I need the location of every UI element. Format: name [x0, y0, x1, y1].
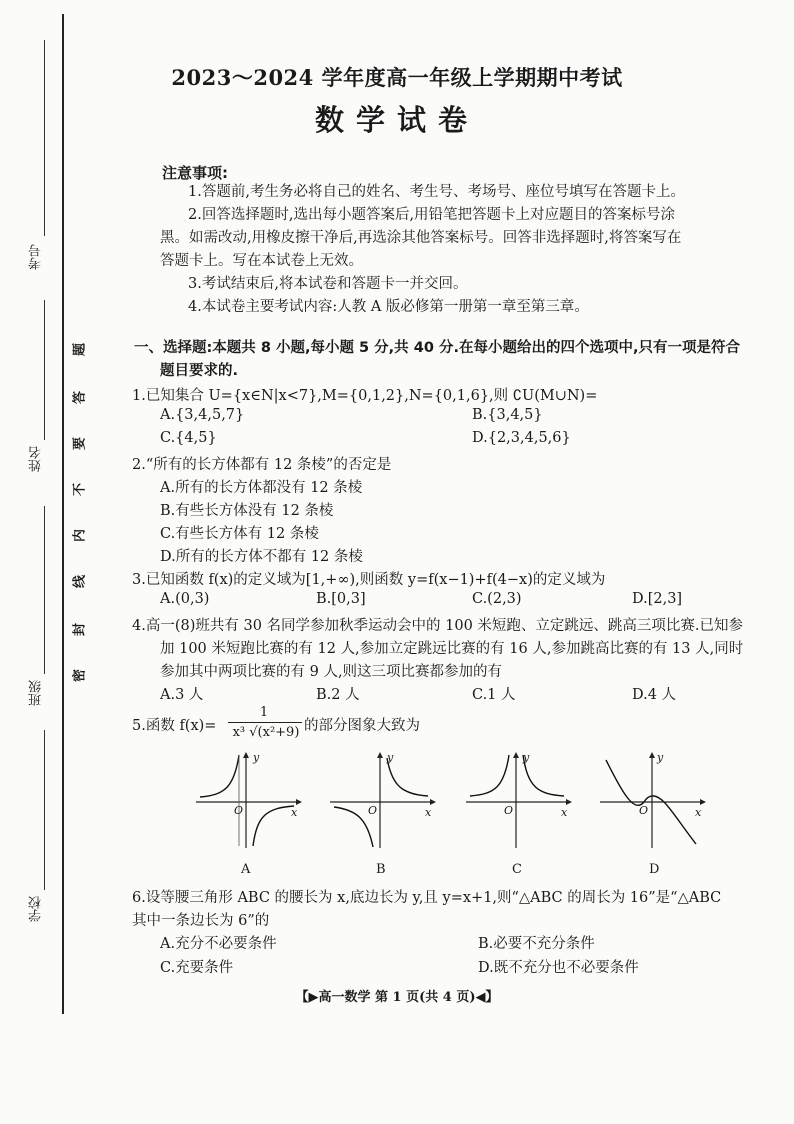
question-1-stem: 1.已知集合 U={x∈N|x<7},M={0,1,2},N={0,1,6},则 ∁U(M∪N)= — [132, 388, 598, 404]
notice-line: 4.本试卷主要考试内容:人教 A 版必修第一册第一章至第三章。 — [188, 299, 589, 315]
exam-title: 2023～2024 学年度高一年级上学期期中考试 — [171, 65, 623, 90]
q2-option-c: C.有些长方体有 12 条棱 — [160, 526, 319, 542]
notice-line: 2.回答选择题时,选出每小题答案后,用铅笔把答题卡上对应题目的答案标号涂 — [188, 207, 676, 223]
q6-option-a: A.充分不必要条件 — [160, 936, 277, 952]
page-footer: 【▶高一数学 第 1 页(共 4 页)◀】 — [295, 990, 499, 1005]
seal-char: 答 — [72, 391, 88, 405]
q6-option-b: B.必要不充分条件 — [478, 936, 595, 952]
margin-field-name: 姓名 — [29, 446, 44, 472]
seal-char: 题 — [72, 343, 88, 357]
seal-char: 不 — [72, 483, 88, 497]
notice-heading: 注意事项: — [162, 164, 228, 182]
q4-option-d: D.4 人 — [632, 687, 677, 703]
q5-fraction-bar — [228, 722, 302, 723]
q3-option-b: B.[0,3] — [316, 591, 366, 607]
q3-option-c: C.(2,3) — [472, 591, 522, 607]
q4-option-c: C.1 人 — [472, 687, 516, 703]
q6-option-d: D.既不充分也不必要条件 — [478, 960, 639, 976]
graph-d — [600, 752, 704, 848]
graph-label-c: C — [512, 862, 522, 877]
seal-char: 线 — [72, 575, 88, 589]
graph-a-axis-y: y — [253, 751, 260, 764]
q1-option-c: C.{4,5} — [160, 430, 217, 446]
margin-field-exam-number: 考号 — [29, 244, 44, 270]
q1-option-b: B.{3,4,5} — [472, 407, 543, 423]
graph-c-origin: O — [504, 804, 514, 817]
paper-title: 数学试卷 — [314, 103, 479, 137]
name-blank[interactable] — [44, 300, 45, 440]
school-blank[interactable] — [44, 730, 45, 890]
binding-margin-line — [62, 14, 64, 1014]
graph-b — [330, 752, 434, 848]
graph-b-axis-y: y — [387, 751, 394, 764]
q2-option-d: D.所有的长方体不都有 12 条棱 — [160, 549, 363, 565]
q4-option-b: B.2 人 — [316, 687, 360, 703]
graph-a-axis-x: x — [291, 806, 298, 819]
q5-fraction-numerator: 1 — [259, 705, 269, 720]
notice-line: 黑。如需改动,用橡皮擦干净后,再选涂其他答案标号。回答非选择题时,将答案写在 — [160, 230, 682, 246]
q5-fraction-denominator: x³ √(x²+9) — [232, 725, 300, 740]
q2-option-b: B.有些长方体没有 12 条棱 — [160, 503, 334, 519]
question-4-stem: 4.高一(8)班共有 30 名同学参加秋季运动会中的 100 米短跑、立定跳远、跳高三项比赛.已知参 — [132, 618, 744, 634]
graph-b-origin: O — [368, 804, 378, 817]
graph-c-axis-x: x — [561, 806, 568, 819]
graph-d-origin: O — [639, 804, 649, 817]
notice-line: 1.答题前,考生务必将自己的姓名、考生号、考场号、座位号填写在答题卡上。 — [188, 184, 685, 200]
graph-a-origin: O — [234, 804, 244, 817]
question-6-stem: 6.设等腰三角形 ABC 的腰长为 x,底边长为 y,且 y=x+1,则“△ABC 的周长为 16”是“△ABC — [132, 890, 722, 906]
section-heading: 一、选择题:本题共 8 小题,每小题 5 分,共 40 分.在每小题给出的四个选项中,只有一项是符合 — [134, 340, 740, 356]
notice-line: 答题卡上。写在本试卷上无效。 — [160, 253, 363, 269]
margin-field-class: 班级 — [29, 680, 44, 706]
q3-option-d: D.[2,3] — [632, 591, 683, 607]
notice-line: 3.考试结束后,将本试卷和答题卡一并交回。 — [188, 276, 468, 292]
q3-option-a: A.(0,3) — [160, 591, 210, 607]
graph-d-axis-y: y — [657, 751, 664, 764]
q6-option-c: C.充要条件 — [160, 960, 234, 976]
question-4-stem-cont: 加 100 米短跑比赛的有 12 人,参加立定跳远比赛的有 16 人,参加跳高比赛的有 13 人,同时 — [160, 641, 744, 657]
graph-d-axis-x: x — [695, 806, 702, 819]
graph-a — [196, 752, 300, 848]
question-2-stem: 2.“所有的长方体都有 12 条棱”的否定是 — [132, 457, 392, 473]
graph-label-d: D — [649, 862, 660, 877]
graph-label-a: A — [241, 862, 251, 877]
seal-char: 封 — [72, 623, 88, 637]
question-6-stem-cont: 其中一条边长为 6”的 — [132, 913, 270, 929]
class-blank[interactable] — [44, 506, 45, 674]
q1-option-a: A.{3,4,5,7} — [160, 407, 245, 423]
section-heading-cont: 题目要求的. — [160, 363, 239, 379]
q4-option-a: A.3 人 — [160, 687, 204, 703]
seal-char: 内 — [72, 529, 88, 543]
question-4-stem-cont: 参加其中两项比赛的有 9 人,则这三项比赛都参加的有 — [160, 664, 503, 680]
graph-c-axis-y: y — [523, 751, 530, 764]
seal-char: 要 — [72, 437, 88, 451]
seal-char: 密 — [72, 669, 88, 683]
q1-option-d: D.{2,3,4,5,6} — [472, 430, 571, 446]
graph-label-b: B — [376, 862, 386, 877]
margin-field-school: 学校 — [29, 896, 44, 922]
question-3-stem: 3.已知函数 f(x)的定义域为[1,+∞),则函数 y=f(x−1)+f(4−x)的定义域为 — [132, 572, 606, 588]
question-5-stem-prefix: 5.函数 f(x)= — [132, 718, 217, 734]
q2-option-a: A.所有的长方体都没有 12 条棱 — [160, 480, 363, 496]
question-5-stem-suffix: 的部分图象大致为 — [304, 718, 420, 734]
graph-b-axis-x: x — [425, 806, 432, 819]
graph-c — [466, 752, 570, 848]
